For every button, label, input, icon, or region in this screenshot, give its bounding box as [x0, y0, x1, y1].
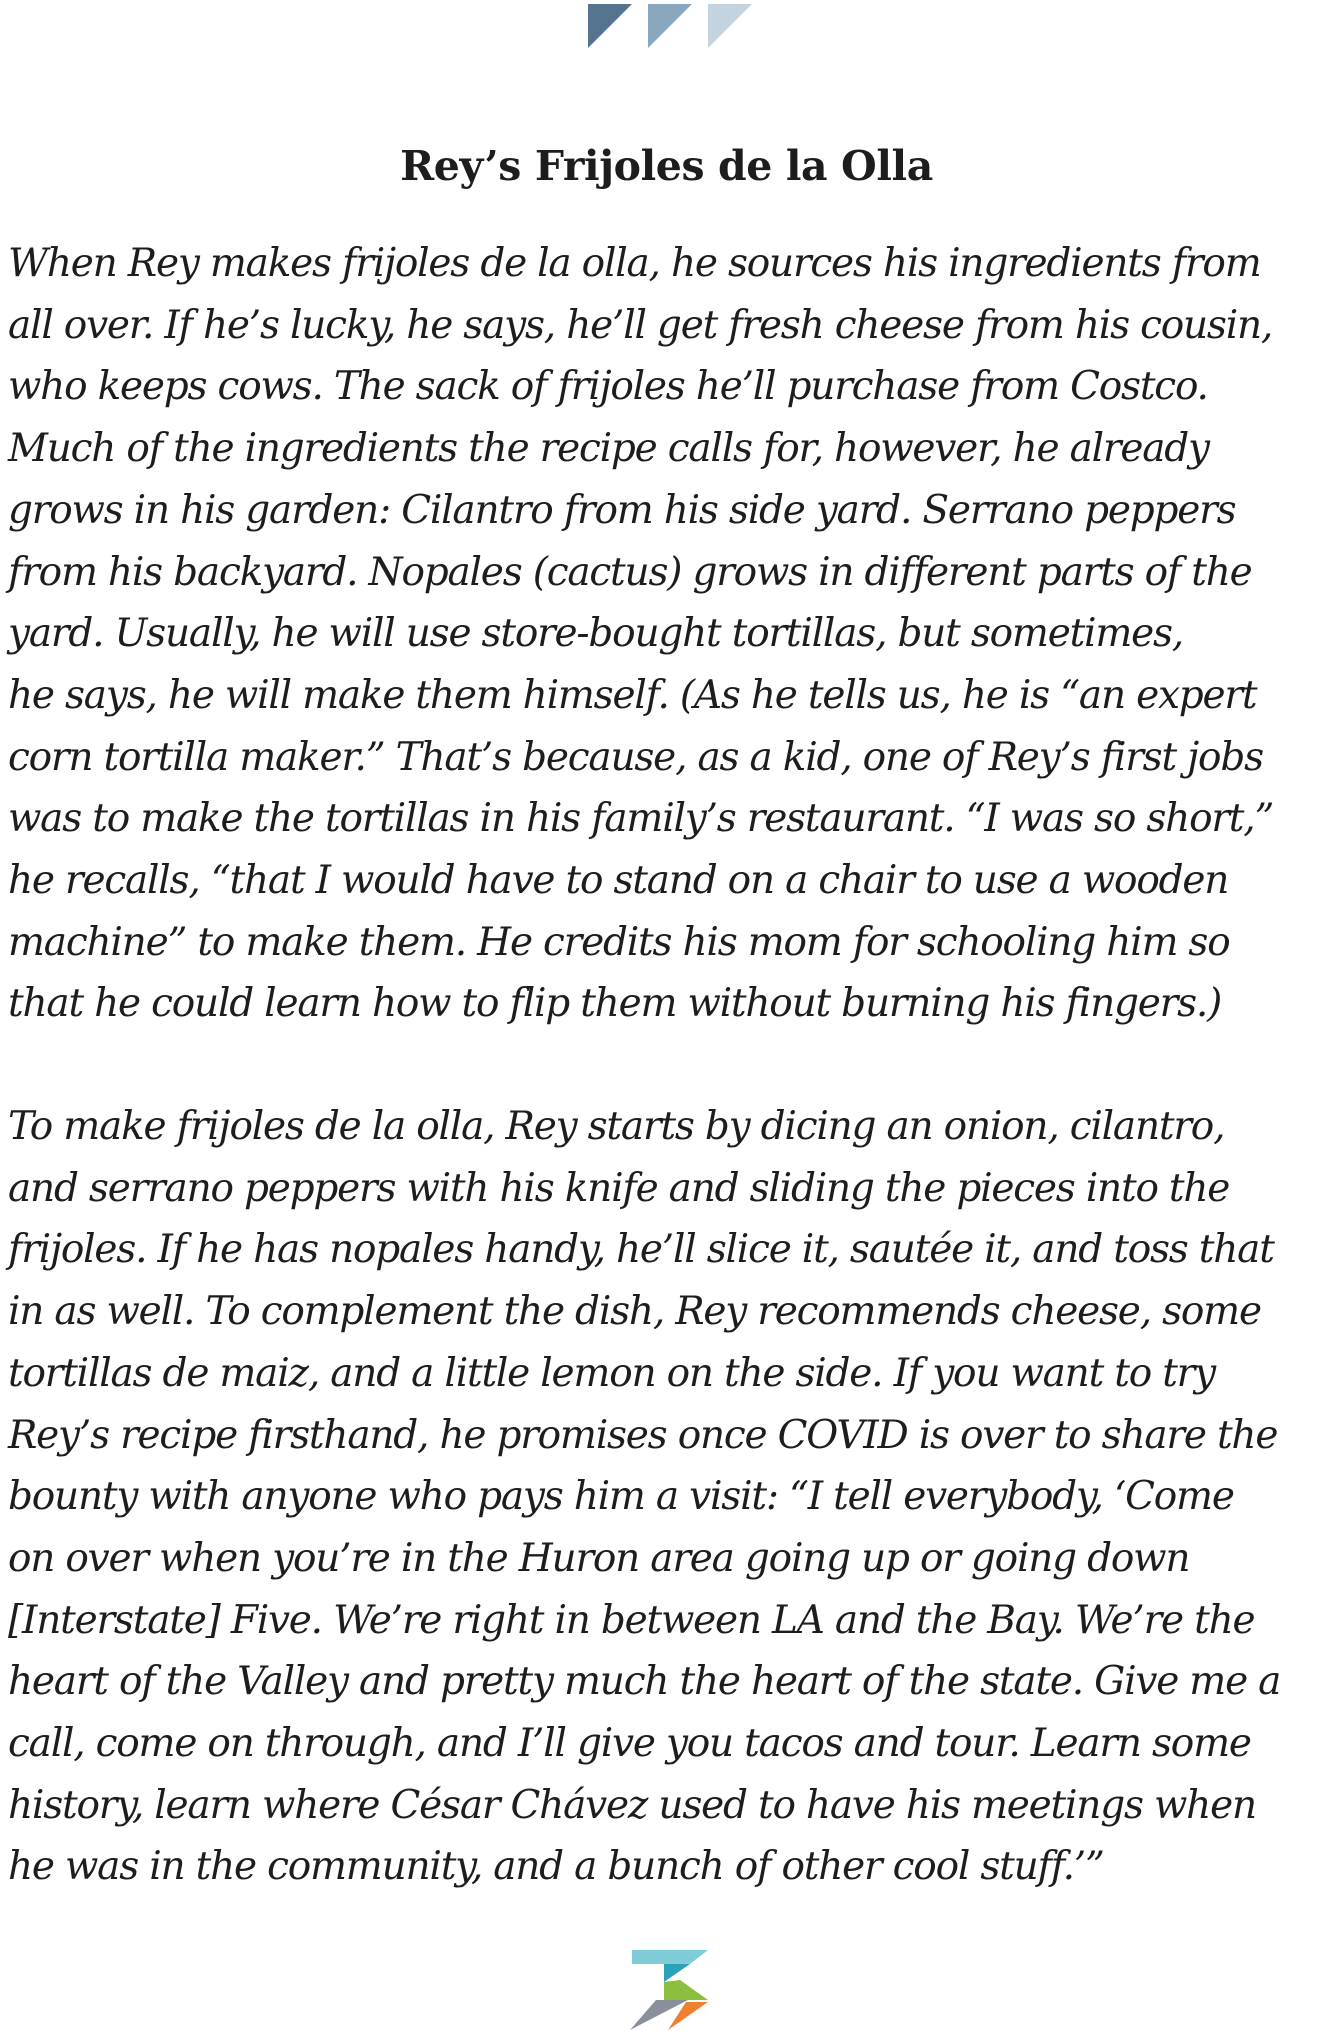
article-paragraph-2	[8, 1096, 1326, 1898]
paragraph-line: frijoles. If he has nopales handy, he’ll slice it, sautée it, and toss that	[8, 1227, 1274, 1273]
ornament-triangle-2	[648, 4, 692, 48]
paragraph-line: Much of the ingredients the recipe calls for, however, he already	[8, 426, 1209, 472]
paragraph-line: machine” to make them. He credits his mom for schooling him so	[8, 919, 1230, 965]
paragraph-line: heart of the Valley and pretty much the heart of the state. Give me a	[8, 1659, 1281, 1705]
paragraph-line: he says, he will make them himself. (As he tells us, he is “an expert	[8, 672, 1257, 718]
ornament-triangle-1	[588, 4, 632, 48]
paragraph-line: who keeps cows. The sack of frijoles he’ll purchase from Costco.	[8, 364, 1208, 410]
paragraph-line: all over. If he’s lucky, he says, he’ll get fresh cheese from his cousin,	[8, 302, 1273, 348]
paragraph-line: [Interstate] Five. We’re right in between LA and the Bay. We’re the	[8, 1597, 1255, 1643]
logo-green-shape	[664, 1980, 708, 2000]
paragraph-line: Rey’s recipe firsthand, he promises once COVID is over to share the	[8, 1412, 1278, 1458]
paragraph-line: bounty with anyone who pays him a visit: “I tell everybody, ‘Come	[8, 1474, 1234, 1520]
logo-light-teal-shape	[632, 1950, 708, 1964]
paragraph-line: he was in the community, and a bunch of other cool stuff.’”	[8, 1844, 1104, 1890]
paragraph-line: he recalls, “that I would have to stand on a chair to use a wooden	[8, 858, 1229, 904]
paragraph-line: history, learn where César Chávez used to have his meetings when	[8, 1782, 1256, 1828]
paragraph-line: that he could learn how to flip them without burning his fingers.)	[8, 981, 1222, 1027]
paragraph-line: grows in his garden: Cilantro from his side yard. Serrano peppers	[8, 487, 1236, 533]
paragraph-line: To make frijoles de la olla, Rey starts by dicing an onion, cilantro,	[8, 1104, 1225, 1149]
paragraph-line: When Rey makes frijoles de la olla, he sources his ingredients from	[8, 241, 1261, 286]
paragraph-line: corn tortilla maker.” That’s because, as a kid, one of Rey’s first jobs	[8, 734, 1263, 780]
brand-logo-icon	[628, 1950, 710, 2030]
paragraph-line: call, come on through, and I’ll give you tacos and tour. Learn some	[8, 1721, 1251, 1767]
page-title: Rey’s Frijoles de la Olla	[400, 142, 933, 190]
paragraph-line: was to make the tortillas in his family’s restaurant. “I was so short,”	[8, 796, 1274, 842]
ornament-triangle-3	[708, 4, 752, 48]
paragraph-line: from his backyard. Nopales (cactus) grows in different parts of the	[8, 549, 1252, 595]
decorative-chevron-ornament	[588, 4, 758, 50]
logo-teal-shape	[664, 1964, 690, 1982]
paragraph-line: on over when you’re in the Huron area going up or going down	[8, 1535, 1190, 1581]
paragraph-line: tortillas de maiz, and a little lemon on the side. If you want to try	[8, 1350, 1215, 1396]
article-paragraph-1	[8, 233, 1326, 1035]
paragraph-line: yard. Usually, he will use store-bought tortillas, but sometimes,	[8, 611, 1183, 657]
paragraph-line: in as well. To complement the dish, Rey recommends cheese, some	[8, 1289, 1261, 1335]
paragraph-line: and serrano peppers with his knife and sliding the pieces into the	[8, 1165, 1230, 1211]
